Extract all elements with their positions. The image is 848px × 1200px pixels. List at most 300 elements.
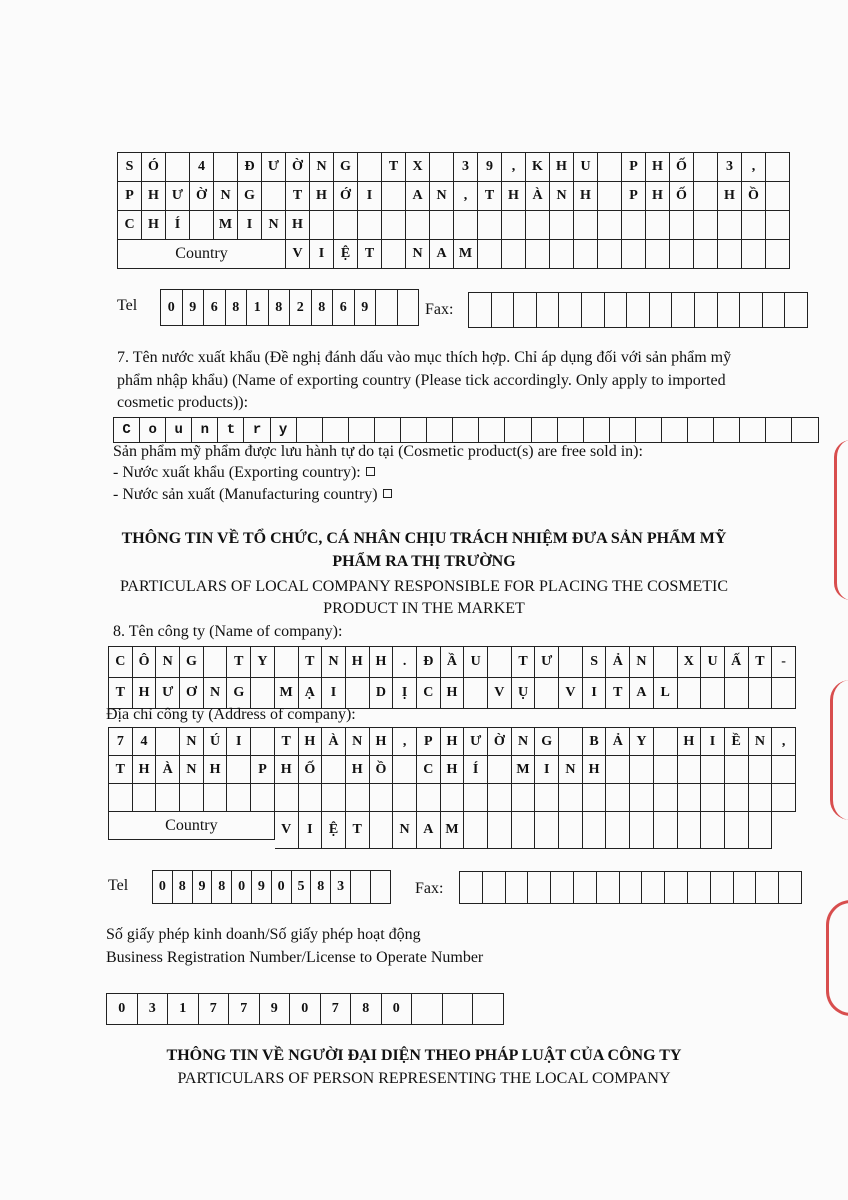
letter-cell[interactable] (654, 728, 678, 756)
letter-cell[interactable] (488, 784, 512, 812)
letter-cell[interactable]: H (646, 153, 670, 182)
letter-cell[interactable]: A (406, 182, 430, 211)
letter-cell[interactable]: C (417, 678, 441, 709)
letter-cell[interactable]: T (286, 182, 310, 211)
letter-cell[interactable]: V (286, 240, 310, 269)
letter-cell[interactable]: T (512, 647, 536, 678)
letter-cell[interactable]: T (749, 647, 773, 678)
letter-cell[interactable]: 0 (290, 994, 321, 1024)
letter-cell[interactable]: r (244, 418, 270, 442)
letter-cell[interactable]: 5 (292, 871, 312, 903)
letter-cell[interactable] (725, 784, 749, 812)
letter-cell[interactable]: 8 (351, 994, 382, 1024)
letter-cell[interactable] (464, 784, 488, 812)
letter-cell[interactable] (370, 812, 394, 849)
letter-cell[interactable]: t (218, 418, 244, 442)
letter-cell[interactable]: T (478, 182, 502, 211)
letter-cell[interactable]: N (180, 728, 204, 756)
letter-cell[interactable]: - (772, 647, 796, 678)
letter-cell[interactable] (358, 211, 382, 240)
letter-cell[interactable] (725, 812, 749, 849)
letter-cell[interactable] (417, 784, 441, 812)
letter-cell[interactable] (725, 678, 749, 709)
letter-cell[interactable] (227, 784, 251, 812)
letter-cell[interactable] (488, 647, 512, 678)
letter-cell[interactable]: u (166, 418, 192, 442)
letter-cell[interactable]: 8 (269, 290, 291, 325)
empty-cell[interactable] (506, 872, 529, 903)
letter-cell[interactable]: 0 (382, 994, 413, 1024)
letter-cell[interactable]: Ả (606, 647, 630, 678)
letter-cell[interactable]: H (133, 678, 157, 709)
letter-cell[interactable] (654, 784, 678, 812)
letter-cell[interactable]: H (204, 756, 228, 784)
letter-cell[interactable] (558, 418, 584, 442)
letter-cell[interactable] (430, 153, 454, 182)
letter-cell[interactable] (772, 756, 796, 784)
letter-cell[interactable] (654, 812, 678, 849)
letter-cell[interactable] (654, 756, 678, 784)
letter-cell[interactable]: 0 (153, 871, 173, 903)
letter-cell[interactable] (598, 153, 622, 182)
letter-cell[interactable]: U (464, 647, 488, 678)
letter-cell[interactable] (532, 418, 558, 442)
letter-cell[interactable]: Đ (417, 647, 441, 678)
letter-cell[interactable]: P (622, 182, 646, 211)
empty-cell[interactable] (620, 872, 643, 903)
letter-cell[interactable]: I (310, 240, 334, 269)
letter-cell[interactable]: Ệ (334, 240, 358, 269)
letter-cell[interactable]: À (156, 756, 180, 784)
empty-cell[interactable] (514, 293, 537, 327)
letter-cell[interactable] (275, 647, 299, 678)
letter-cell[interactable]: n (192, 418, 218, 442)
letter-cell[interactable] (559, 647, 583, 678)
letter-cell[interactable]: I (583, 678, 607, 709)
letter-cell[interactable] (772, 784, 796, 812)
letter-cell[interactable] (749, 756, 773, 784)
letter-cell[interactable] (488, 756, 512, 784)
letter-cell[interactable]: N (512, 728, 536, 756)
letter-cell[interactable]: I (701, 728, 725, 756)
letter-cell[interactable] (670, 211, 694, 240)
letter-cell[interactable]: Ồ (742, 182, 766, 211)
letter-cell[interactable]: H (346, 756, 370, 784)
letter-cell[interactable] (526, 211, 550, 240)
letter-cell[interactable] (478, 211, 502, 240)
letter-cell[interactable]: P (118, 182, 142, 211)
letter-cell[interactable] (299, 784, 323, 812)
letter-cell[interactable] (412, 994, 443, 1024)
letter-cell[interactable]: 8 (312, 290, 334, 325)
letter-cell[interactable] (334, 211, 358, 240)
letter-cell[interactable]: Ấ (725, 647, 749, 678)
exporting-country-option[interactable]: - Nước xuất khẩu (Exporting country): (113, 464, 375, 482)
letter-cell[interactable] (714, 418, 740, 442)
letter-cell[interactable]: , (454, 182, 478, 211)
company-tel-field[interactable] (152, 870, 391, 904)
letter-cell[interactable] (646, 240, 670, 269)
letter-cell[interactable]: 9 (355, 290, 377, 325)
empty-cell[interactable] (528, 872, 551, 903)
letter-cell[interactable]: Ờ (488, 728, 512, 756)
letter-cell[interactable]: T (227, 647, 251, 678)
letter-cell[interactable] (559, 812, 583, 849)
letter-cell[interactable]: Ư (156, 678, 180, 709)
letter-cell[interactable] (725, 756, 749, 784)
letter-cell[interactable]: 9 (193, 871, 213, 903)
letter-cell[interactable]: A (430, 240, 454, 269)
letter-cell[interactable] (718, 240, 742, 269)
letter-cell[interactable] (370, 784, 394, 812)
letter-cell[interactable] (740, 418, 766, 442)
empty-cell[interactable] (650, 293, 673, 327)
letter-cell[interactable] (766, 153, 790, 182)
letter-cell[interactable]: X (406, 153, 430, 182)
letter-cell[interactable]: Ụ (512, 678, 536, 709)
letter-cell[interactable]: H (550, 153, 574, 182)
letter-cell[interactable]: I (535, 756, 559, 784)
letter-cell[interactable]: 4 (190, 153, 214, 182)
letter-cell[interactable] (622, 211, 646, 240)
letter-cell[interactable]: M (214, 211, 238, 240)
letter-cell[interactable]: T (346, 812, 370, 849)
manufacturing-country-option[interactable]: - Nước sản xuất (Manufacturing country) (113, 486, 392, 504)
letter-cell[interactable]: Ố (299, 756, 323, 784)
letter-cell[interactable]: H (441, 678, 465, 709)
letter-cell[interactable]: N (156, 647, 180, 678)
letter-cell[interactable]: G (535, 728, 559, 756)
letter-cell[interactable] (670, 240, 694, 269)
letter-cell[interactable]: T (606, 678, 630, 709)
letter-cell[interactable]: H (142, 211, 166, 240)
letter-cell[interactable]: 2 (290, 290, 312, 325)
letter-cell[interactable]: H (310, 182, 334, 211)
letter-cell[interactable]: Ú (204, 728, 228, 756)
letter-cell[interactable] (606, 756, 630, 784)
letter-cell[interactable]: N (559, 756, 583, 784)
letter-cell[interactable] (479, 418, 505, 442)
letter-cell[interactable]: N (262, 211, 286, 240)
letter-cell[interactable] (688, 418, 714, 442)
empty-cell[interactable] (688, 872, 711, 903)
letter-cell[interactable]: M (441, 812, 465, 849)
empty-cell[interactable] (740, 293, 763, 327)
empty-cell[interactable] (711, 872, 734, 903)
letter-cell[interactable]: y (271, 418, 297, 442)
letter-cell[interactable] (441, 784, 465, 812)
letter-cell[interactable] (584, 418, 610, 442)
letter-cell[interactable]: H (502, 182, 526, 211)
letter-cell[interactable]: H (275, 756, 299, 784)
letter-cell[interactable] (598, 182, 622, 211)
empty-cell[interactable] (551, 872, 574, 903)
letter-cell[interactable]: Ờ (286, 153, 310, 182)
letter-cell[interactable]: 4 (133, 728, 157, 756)
empty-cell[interactable] (785, 293, 808, 327)
letter-cell[interactable] (393, 784, 417, 812)
empty-cell[interactable] (665, 872, 688, 903)
letter-cell[interactable] (694, 182, 718, 211)
letter-cell[interactable]: 3 (454, 153, 478, 182)
letter-cell[interactable]: I (299, 812, 323, 849)
letter-cell[interactable]: 9 (183, 290, 205, 325)
letter-cell[interactable]: 9 (252, 871, 272, 903)
letter-cell[interactable]: N (430, 182, 454, 211)
letter-cell[interactable] (393, 756, 417, 784)
letter-cell[interactable]: M (512, 756, 536, 784)
letter-cell[interactable]: S (118, 153, 142, 182)
empty-cell[interactable] (559, 293, 582, 327)
letter-cell[interactable]: G (180, 647, 204, 678)
empty-cell[interactable] (597, 872, 620, 903)
letter-cell[interactable] (349, 418, 375, 442)
letter-cell[interactable] (371, 871, 391, 903)
letter-cell[interactable] (550, 240, 574, 269)
letter-cell[interactable] (535, 784, 559, 812)
letter-cell[interactable]: 7 (321, 994, 352, 1024)
letter-cell[interactable] (622, 240, 646, 269)
letter-cell[interactable]: C (114, 418, 140, 442)
letter-cell[interactable]: 3 (138, 994, 169, 1024)
letter-cell[interactable]: 8 (212, 871, 232, 903)
letter-cell[interactable] (478, 240, 502, 269)
letter-cell[interactable]: H (346, 647, 370, 678)
empty-cell[interactable] (460, 872, 483, 903)
letter-cell[interactable] (535, 812, 559, 849)
letter-cell[interactable]: N (204, 678, 228, 709)
letter-cell[interactable]: N (214, 182, 238, 211)
empty-cell[interactable] (582, 293, 605, 327)
letter-cell[interactable] (214, 153, 238, 182)
letter-cell[interactable] (701, 756, 725, 784)
letter-cell[interactable]: C (109, 647, 133, 678)
letter-cell[interactable] (180, 784, 204, 812)
empty-cell[interactable] (672, 293, 695, 327)
letter-cell[interactable] (654, 647, 678, 678)
empty-cell[interactable] (483, 872, 506, 903)
letter-cell[interactable]: Y (630, 728, 654, 756)
letter-cell[interactable] (662, 418, 688, 442)
company-address-grid[interactable] (108, 727, 796, 840)
letter-cell[interactable] (742, 240, 766, 269)
letter-cell[interactable]: Y (251, 647, 275, 678)
letter-cell[interactable] (574, 211, 598, 240)
letter-cell[interactable]: 8 (173, 871, 193, 903)
letter-cell[interactable]: N (346, 728, 370, 756)
letter-cell[interactable] (358, 153, 382, 182)
letter-cell[interactable]: 0 (232, 871, 252, 903)
letter-cell[interactable] (606, 784, 630, 812)
letter-cell[interactable] (792, 418, 818, 442)
letter-cell[interactable] (718, 211, 742, 240)
letter-cell[interactable] (454, 211, 478, 240)
letter-cell[interactable]: G (334, 153, 358, 182)
letter-cell[interactable]: P (251, 756, 275, 784)
letter-cell[interactable]: 7 (109, 728, 133, 756)
letter-cell[interactable] (251, 678, 275, 709)
empty-cell[interactable] (642, 872, 665, 903)
letter-cell[interactable]: I (238, 211, 262, 240)
letter-cell[interactable]: 7 (229, 994, 260, 1024)
letter-cell[interactable] (550, 211, 574, 240)
empty-cell[interactable] (695, 293, 718, 327)
letter-cell[interactable]: T (358, 240, 382, 269)
letter-cell[interactable] (464, 678, 488, 709)
letter-cell[interactable]: Í (166, 211, 190, 240)
letter-cell[interactable]: Ư (535, 647, 559, 678)
letter-cell[interactable] (310, 211, 334, 240)
letter-cell[interactable] (701, 678, 725, 709)
letter-cell[interactable]: 1 (168, 994, 199, 1024)
letter-cell[interactable] (166, 153, 190, 182)
letter-cell[interactable] (375, 418, 401, 442)
letter-cell[interactable]: 9 (260, 994, 291, 1024)
letter-cell[interactable] (376, 290, 398, 325)
letter-cell[interactable] (275, 784, 299, 812)
letter-cell[interactable]: Ệ (322, 812, 346, 849)
letter-cell[interactable] (559, 784, 583, 812)
letter-cell[interactable] (401, 418, 427, 442)
letter-cell[interactable] (322, 756, 346, 784)
letter-cell[interactable]: V (559, 678, 583, 709)
letter-cell[interactable]: Ồ (370, 756, 394, 784)
empty-cell[interactable] (574, 872, 597, 903)
letter-cell[interactable]: V (488, 678, 512, 709)
letter-cell[interactable]: H (441, 728, 465, 756)
letter-cell[interactable]: T (382, 153, 406, 182)
letter-cell[interactable]: 3 (718, 153, 742, 182)
letter-cell[interactable]: T (275, 728, 299, 756)
letter-cell[interactable]: H (646, 182, 670, 211)
letter-cell[interactable]: K (526, 153, 550, 182)
letter-cell[interactable] (630, 784, 654, 812)
letter-cell[interactable] (772, 678, 796, 709)
letter-cell[interactable]: Ư (166, 182, 190, 211)
letter-cell[interactable]: L (654, 678, 678, 709)
fax-field[interactable] (468, 292, 808, 328)
letter-cell[interactable] (526, 240, 550, 269)
letter-cell[interactable] (574, 240, 598, 269)
letter-cell[interactable] (678, 678, 702, 709)
letter-cell[interactable] (766, 211, 790, 240)
letter-cell[interactable]: 3 (331, 871, 351, 903)
letter-cell[interactable]: I (322, 678, 346, 709)
letter-cell[interactable] (406, 211, 430, 240)
letter-cell[interactable]: Ư (464, 728, 488, 756)
letter-cell[interactable]: B (583, 728, 607, 756)
letter-cell[interactable] (156, 728, 180, 756)
letter-cell[interactable] (322, 784, 346, 812)
letter-cell[interactable]: Ố (670, 182, 694, 211)
letter-cell[interactable]: 6 (333, 290, 355, 325)
letter-cell[interactable] (430, 211, 454, 240)
letter-cell[interactable] (351, 871, 371, 903)
letter-cell[interactable] (630, 812, 654, 849)
letter-cell[interactable]: G (227, 678, 251, 709)
letter-cell[interactable]: À (526, 182, 550, 211)
letter-cell[interactable]: 8 (226, 290, 248, 325)
letter-cell[interactable]: A (630, 678, 654, 709)
empty-cell[interactable] (492, 293, 515, 327)
company-fax-field[interactable] (459, 871, 802, 904)
letter-cell[interactable] (512, 812, 536, 849)
exporting-country-checkbox[interactable] (366, 467, 375, 476)
letter-cell[interactable] (535, 678, 559, 709)
letter-cell[interactable]: . (393, 647, 417, 678)
letter-cell[interactable] (262, 182, 286, 211)
letter-cell[interactable]: 8 (311, 871, 331, 903)
letter-cell[interactable]: X (678, 647, 702, 678)
letter-cell[interactable] (488, 812, 512, 849)
letter-cell[interactable]: 9 (478, 153, 502, 182)
letter-cell[interactable]: À (322, 728, 346, 756)
letter-cell[interactable]: 7 (199, 994, 230, 1024)
letter-cell[interactable]: Ờ (190, 182, 214, 211)
letter-cell[interactable] (133, 784, 157, 812)
letter-cell[interactable] (382, 211, 406, 240)
letter-cell[interactable] (701, 784, 725, 812)
letter-cell[interactable] (464, 812, 488, 849)
letter-cell[interactable] (742, 211, 766, 240)
letter-cell[interactable]: M (275, 678, 299, 709)
exporting-country-field[interactable] (113, 417, 819, 443)
letter-cell[interactable]: C (417, 756, 441, 784)
letter-cell[interactable] (630, 756, 654, 784)
letter-cell[interactable] (694, 211, 718, 240)
letter-cell[interactable]: V (275, 812, 299, 849)
letter-cell[interactable] (427, 418, 453, 442)
empty-cell[interactable] (718, 293, 741, 327)
letter-cell[interactable]: 0 (272, 871, 292, 903)
empty-cell[interactable] (627, 293, 650, 327)
manufacturing-country-checkbox[interactable] (383, 489, 392, 498)
letter-cell[interactable]: Ầ (441, 647, 465, 678)
letter-cell[interactable]: Ô (133, 647, 157, 678)
letter-cell[interactable] (559, 728, 583, 756)
letter-cell[interactable]: G (238, 182, 262, 211)
letter-cell[interactable]: H (142, 182, 166, 211)
letter-cell[interactable] (646, 211, 670, 240)
letter-cell[interactable]: 0 (161, 290, 183, 325)
letter-cell[interactable]: H (678, 728, 702, 756)
letter-cell[interactable]: H (133, 756, 157, 784)
letter-cell[interactable]: H (583, 756, 607, 784)
letter-cell[interactable] (156, 784, 180, 812)
empty-cell[interactable] (605, 293, 628, 327)
letter-cell[interactable]: N (406, 240, 430, 269)
letter-cell[interactable]: I (227, 728, 251, 756)
letter-cell[interactable]: H (574, 182, 598, 211)
letter-cell[interactable] (766, 418, 792, 442)
letter-cell[interactable] (694, 240, 718, 269)
letter-cell[interactable] (204, 647, 228, 678)
letter-cell[interactable]: M (454, 240, 478, 269)
letter-cell[interactable]: , (742, 153, 766, 182)
letter-cell[interactable]: N (393, 812, 417, 849)
letter-cell[interactable]: H (299, 728, 323, 756)
letter-cell[interactable] (251, 728, 275, 756)
business-registration-field[interactable] (106, 993, 504, 1025)
letter-cell[interactable] (583, 784, 607, 812)
letter-cell[interactable]: Ư (262, 153, 286, 182)
letter-cell[interactable]: o (140, 418, 166, 442)
letter-cell[interactable] (502, 211, 526, 240)
letter-cell[interactable] (598, 240, 622, 269)
letter-cell[interactable]: H (718, 182, 742, 211)
letter-cell[interactable] (227, 756, 251, 784)
letter-cell[interactable] (502, 240, 526, 269)
